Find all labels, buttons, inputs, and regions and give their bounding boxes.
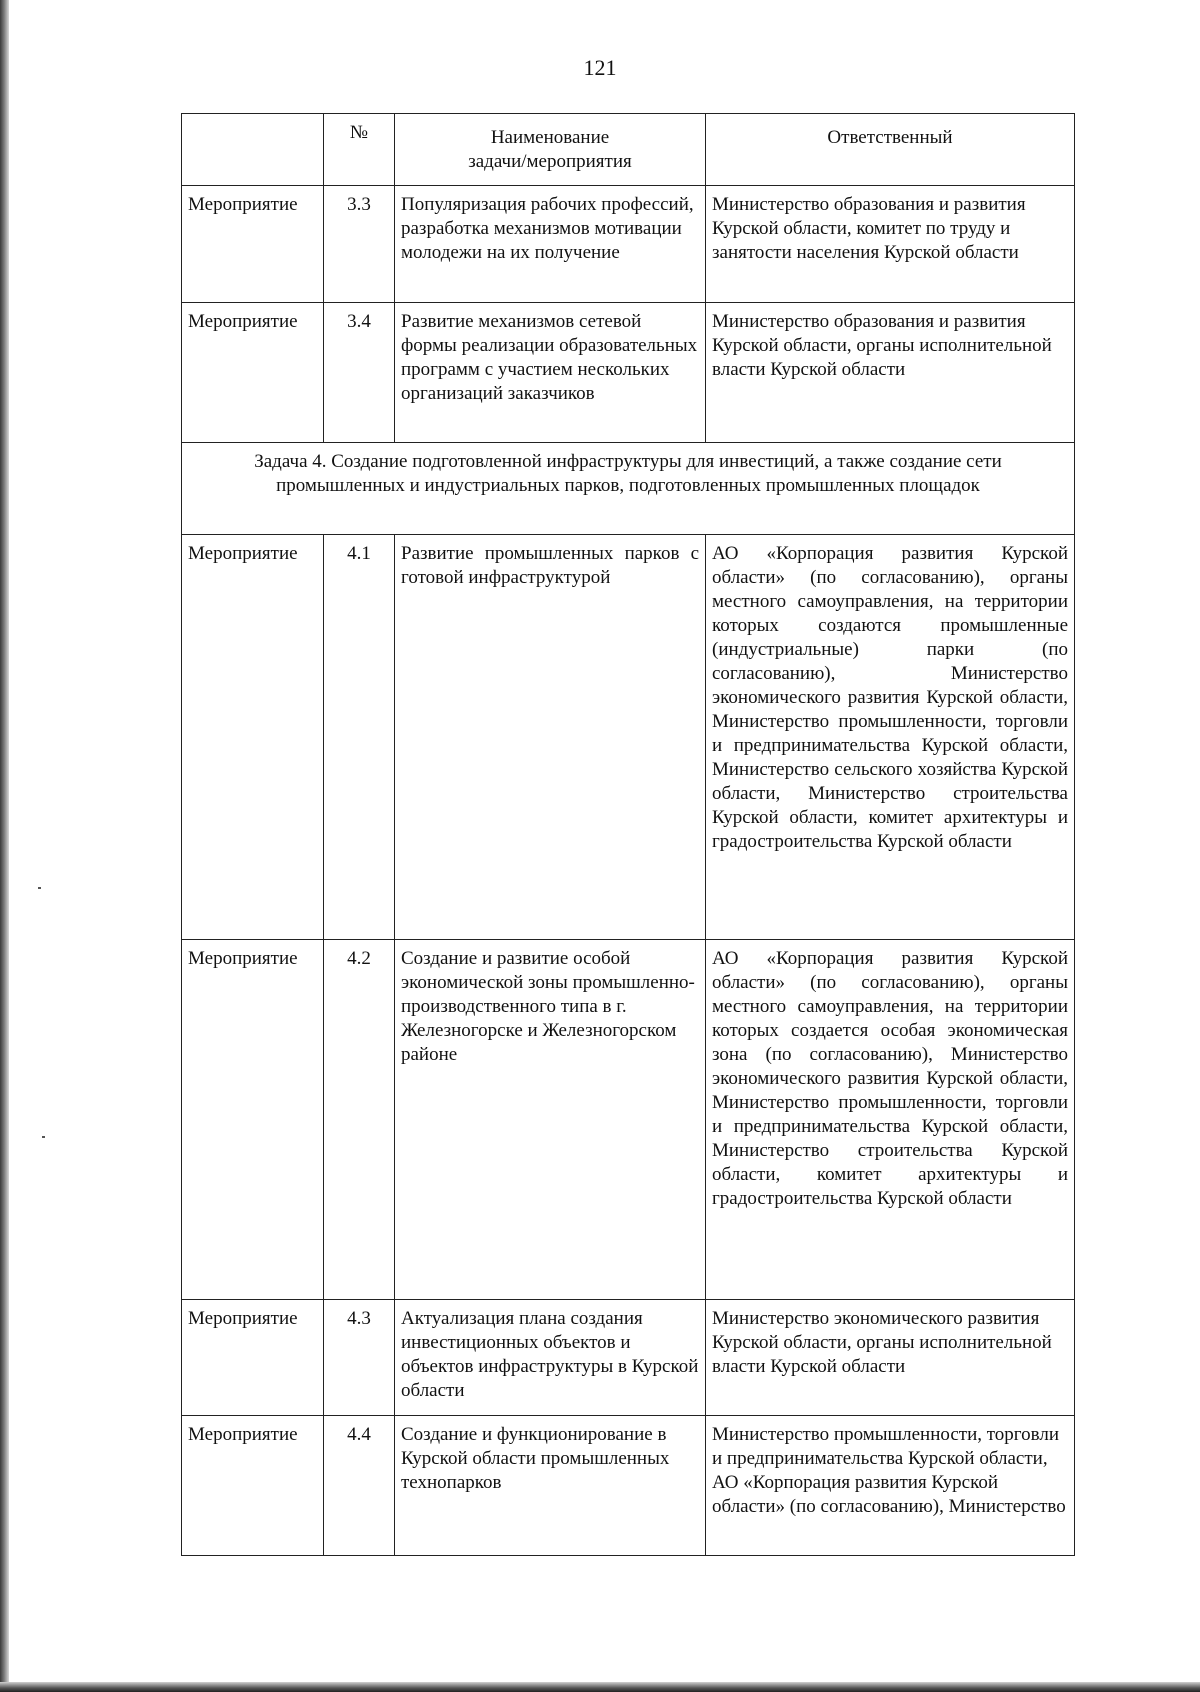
row-responsible-cell: Министерство образования и развития Курской области, органы исполнительной власти Курской области bbox=[706, 303, 1075, 443]
row-responsible-cell: АО «Корпорация развития Курской области» (по согласованию), органы местного самоуправления, на территории которых создается особая экономическая зона (по согласованию), Министерство экономического развития Курской области, Министерство промышленности, торговли и предпринимательства Курской области, Министерство строительства Курской области, комитет архитектуры и градостроительства Курской области bbox=[706, 940, 1075, 1300]
page-number: 121 bbox=[583, 55, 617, 80]
header-name-line: Наименование bbox=[490, 127, 610, 148]
scan-speck bbox=[38, 887, 41, 889]
row-name-cell: Развитие механизмов сетевой формы реализации образовательных программ с участием нескольких организаций заказчиков bbox=[395, 303, 706, 443]
row-type-cell: Мероприятие bbox=[182, 535, 324, 940]
row-number-cell: 4.2 bbox=[324, 940, 395, 1300]
row-type-cell: Мероприятие bbox=[182, 940, 324, 1300]
row-type-cell: Мероприятие bbox=[182, 1416, 324, 1556]
task-heading-cell: Задача 4. Создание подготовленной инфраструктуры для инвестиций, а также создание сети промышленных и индустриальных парков, подготовленных промышленных площадок bbox=[182, 443, 1075, 535]
row-name-cell: Создание и функционирование в Курской области промышленных технопарков bbox=[395, 1416, 706, 1556]
table-row bbox=[182, 535, 1075, 940]
row-type-cell: Мероприятие bbox=[182, 303, 324, 443]
row-name-cell: Популяризация рабочих профессий, разработка механизмов мотивации молодежи на их получение bbox=[395, 186, 706, 303]
scan-shadow-bottom bbox=[0, 1682, 1200, 1692]
header-responsible-cell: Ответственный bbox=[706, 114, 1075, 186]
row-number-cell: 4.1 bbox=[324, 535, 395, 940]
header-number-cell: № bbox=[324, 114, 395, 186]
row-number-cell: 3.4 bbox=[324, 303, 395, 443]
row-name-cell: Актуализация плана создания инвестиционных объектов и объектов инфраструктуры в Курской области bbox=[395, 1300, 706, 1416]
task-row bbox=[182, 443, 1075, 535]
table-row bbox=[182, 186, 1075, 303]
row-type-cell: Мероприятие bbox=[182, 1300, 324, 1416]
row-responsible-cell: АО «Корпорация развития Курской области» (по согласованию), органы местного самоуправления, на территории которых создаются промышленные (индустриальные) парки (по согласованию), Министерство экономического развития Курской области, Министерство промышленности, торговли и предпринимательства Курской области, Министерство сельского хозяйства Курской области, Министерство строительства Курской области, комитет архитектуры и градостроительства Курской области bbox=[706, 535, 1075, 940]
activities-table bbox=[181, 113, 1075, 1556]
table-header-row bbox=[182, 114, 1075, 186]
table-row bbox=[182, 1416, 1075, 1556]
table-row bbox=[182, 940, 1075, 1300]
row-responsible-cell: Министерство промышленности, торговли и предпринимательства Курской области, АО «Корпорация развития Курской области» (по согласованию), Министерство bbox=[706, 1416, 1075, 1556]
header-name-line: задачи/мероприятия bbox=[468, 151, 632, 172]
row-name-cell: Создание и развитие особой экономической зоны промышленно-производственного типа в г. Железногорске и Железногорском районе bbox=[395, 940, 706, 1300]
header-name-cell bbox=[395, 114, 706, 186]
row-responsible-cell: Министерство образования и развития Курской области, комитет по труду и занятости населения Курской области bbox=[706, 186, 1075, 303]
scan-shadow-left bbox=[0, 0, 9, 1692]
table-row bbox=[182, 303, 1075, 443]
row-number-cell: 4.3 bbox=[324, 1300, 395, 1416]
table-row bbox=[182, 1300, 1075, 1416]
row-responsible-cell: Министерство экономического развития Курской области, органы исполнительной власти Курской области bbox=[706, 1300, 1075, 1416]
row-name-cell: Развитие промышленных парков с готовой инфраструктурой bbox=[395, 535, 706, 940]
scan-speck bbox=[42, 1136, 45, 1138]
row-type-cell: Мероприятие bbox=[182, 186, 324, 303]
row-number-cell: 3.3 bbox=[324, 186, 395, 303]
header-type-cell bbox=[182, 114, 324, 186]
row-number-cell: 4.4 bbox=[324, 1416, 395, 1556]
